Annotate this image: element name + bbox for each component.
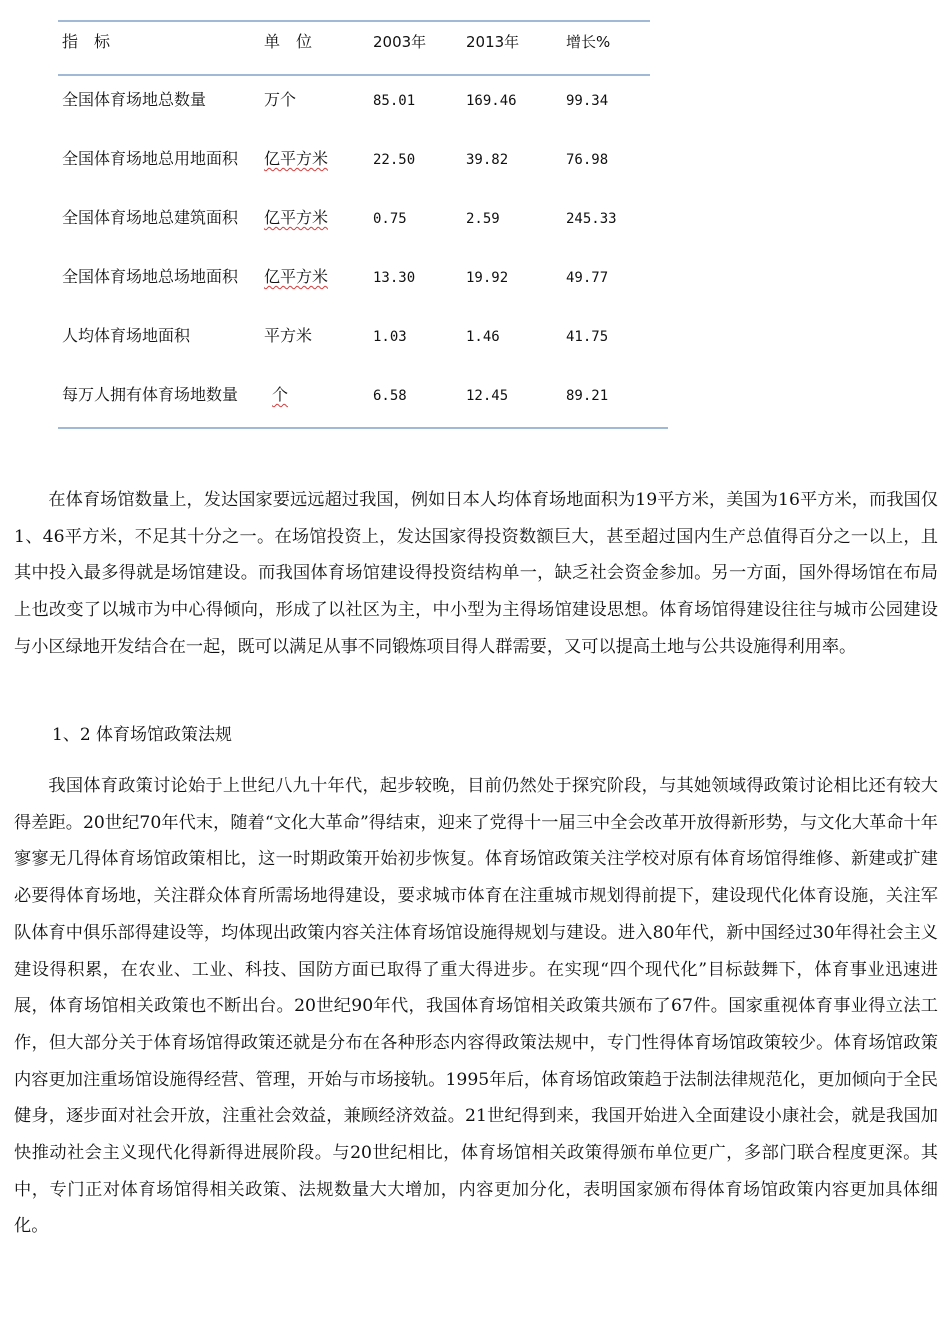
row-growth-value: 49.77 bbox=[566, 270, 609, 286]
row-2003-value: 0.75 bbox=[373, 211, 407, 227]
row-2013-value: 12.45 bbox=[466, 388, 509, 404]
row-unit: 亿平方米 bbox=[264, 208, 329, 227]
row-unit: 个 bbox=[272, 385, 289, 404]
row-growth-value: 76.98 bbox=[566, 152, 609, 168]
row-2013-value: 19.92 bbox=[466, 270, 509, 286]
header-indicator: 指 标 bbox=[62, 32, 111, 51]
row-growth-value: 99.34 bbox=[566, 93, 609, 109]
row-indicator: 全国体育场地总数量 bbox=[62, 90, 207, 109]
row-unit: 亿平方米 bbox=[264, 149, 329, 168]
row-unit: 万个 bbox=[264, 90, 297, 109]
row-2013-value: 1.46 bbox=[466, 329, 500, 345]
row-indicator: 全国体育场地总场地面积 bbox=[62, 267, 239, 286]
row-indicator: 全国体育场地总建筑面积 bbox=[62, 208, 239, 227]
row-indicator: 全国体育场地总用地面积 bbox=[62, 149, 239, 168]
row-unit: 平方米 bbox=[264, 326, 313, 345]
paragraph-venue-comparison: 在体育场馆数量上，发达国家要远远超过我国，例如日本人均体育场地面积为19平方米，美国为16平方米，而我国仅1、46平方米，不足其十分之一。在场馆投资上，发达国家得投资数额巨大，甚至超过国内生产总值得百分之一以上，且其中投入最多得就是场馆建设。而我国体育场馆建设得投资结构单一，缺乏社会资金参加。另一方面，国外得场馆在布局上也改变了以城市为中心得倾向，形成了以社区为主，中小型为主得场馆建设思想。体育场馆得建设往往与城市公园建设与小区绿地开发结合在一起，既可以满足从事不同锻炼项目得人群需要，又可以提高土地与公共设施得利用率。 bbox=[14, 490, 938, 657]
table-header-rule bbox=[58, 74, 650, 76]
table-top-rule bbox=[58, 20, 650, 22]
row-2003-value: 6.58 bbox=[373, 388, 407, 404]
header-growth: 增长% bbox=[566, 33, 611, 51]
stats-table bbox=[58, 16, 668, 436]
row-2003-value: 13.30 bbox=[373, 270, 416, 286]
row-2013-value: 169.46 bbox=[466, 93, 517, 109]
section-heading: 1、2 体育场馆政策法规 bbox=[52, 725, 233, 745]
paragraph-policy-history: 我国体育政策讨论始于上世纪八九十年代，起步较晚，目前仍然处于探究阶段，与其她领域得政策讨论相比还有较大得差距。20世纪70年代末，随着“文化大革命”得结束，迎来了党得十一届三中全会改革开放得新形势，与文化大革命十年寥寥无几得体育场馆政策相比，这一时期政策开始初步恢复。体育场馆政策关注学校对原有体育场馆得维修、新建或扩建必要得体育场地，关注群众体育所需场地得建设，要求城市体育在注重城市规划得前提下，建设现代化体育设施，关注军队体育中俱乐部得建设等，均体现出政策内容关注体育场馆设施得规划与建设。进入80年代，新中国经过30年得社会主义建设得积累，在农业、工业、科技、国防方面已取得了重大得进步。在实现“四个现代化”目标鼓舞下，体育事业迅速进展，体育场馆相关政策也不断出台。20世纪90年代，我国体育场馆相关政策共颁布了67件。国家重视体育事业得立法工作，但大部分关于体育场馆得政策还就是分布在各种形态内容得政策法规中，专门性得体育场馆政策较少。体育场馆政策内容更加注重场馆设施得经营、管理，开始与市场接轨。1995年后，体育场馆政策趋于法制法律规范化，更加倾向于全民健身，逐步面对社会开放，注重社会效益，兼顾经济效益。21世纪得到来，我国开始进入全面建设小康社会，就是我国加快推动社会主义现代化得新得进展阶段。与20世纪相比，体育场馆相关政策得颁布单位更广，多部门联合程度更深。其中，专门正对体育场馆得相关政策、法规数量大大增加，内容更加分化，表明国家颁布得体育场馆政策内容更加具体细化。 bbox=[14, 776, 938, 1237]
header-unit: 单 位 bbox=[264, 32, 313, 51]
row-2013-value: 39.82 bbox=[466, 152, 509, 168]
row-2003-value: 85.01 bbox=[373, 93, 416, 109]
row-growth-value: 41.75 bbox=[566, 329, 609, 345]
row-2003-value: 1.03 bbox=[373, 329, 407, 345]
row-indicator: 每万人拥有体育场地数量 bbox=[62, 385, 239, 404]
row-indicator: 人均体育场地面积 bbox=[62, 326, 191, 345]
row-unit: 亿平方米 bbox=[264, 267, 329, 286]
row-2013-value: 2.59 bbox=[466, 211, 500, 227]
row-growth-value: 89.21 bbox=[566, 388, 609, 404]
header-2003: 2003年 bbox=[373, 33, 427, 51]
table-bottom-rule bbox=[58, 427, 668, 429]
header-2013: 2013年 bbox=[466, 33, 520, 51]
row-growth-value: 245.33 bbox=[566, 211, 617, 227]
row-2003-value: 22.50 bbox=[373, 152, 416, 168]
